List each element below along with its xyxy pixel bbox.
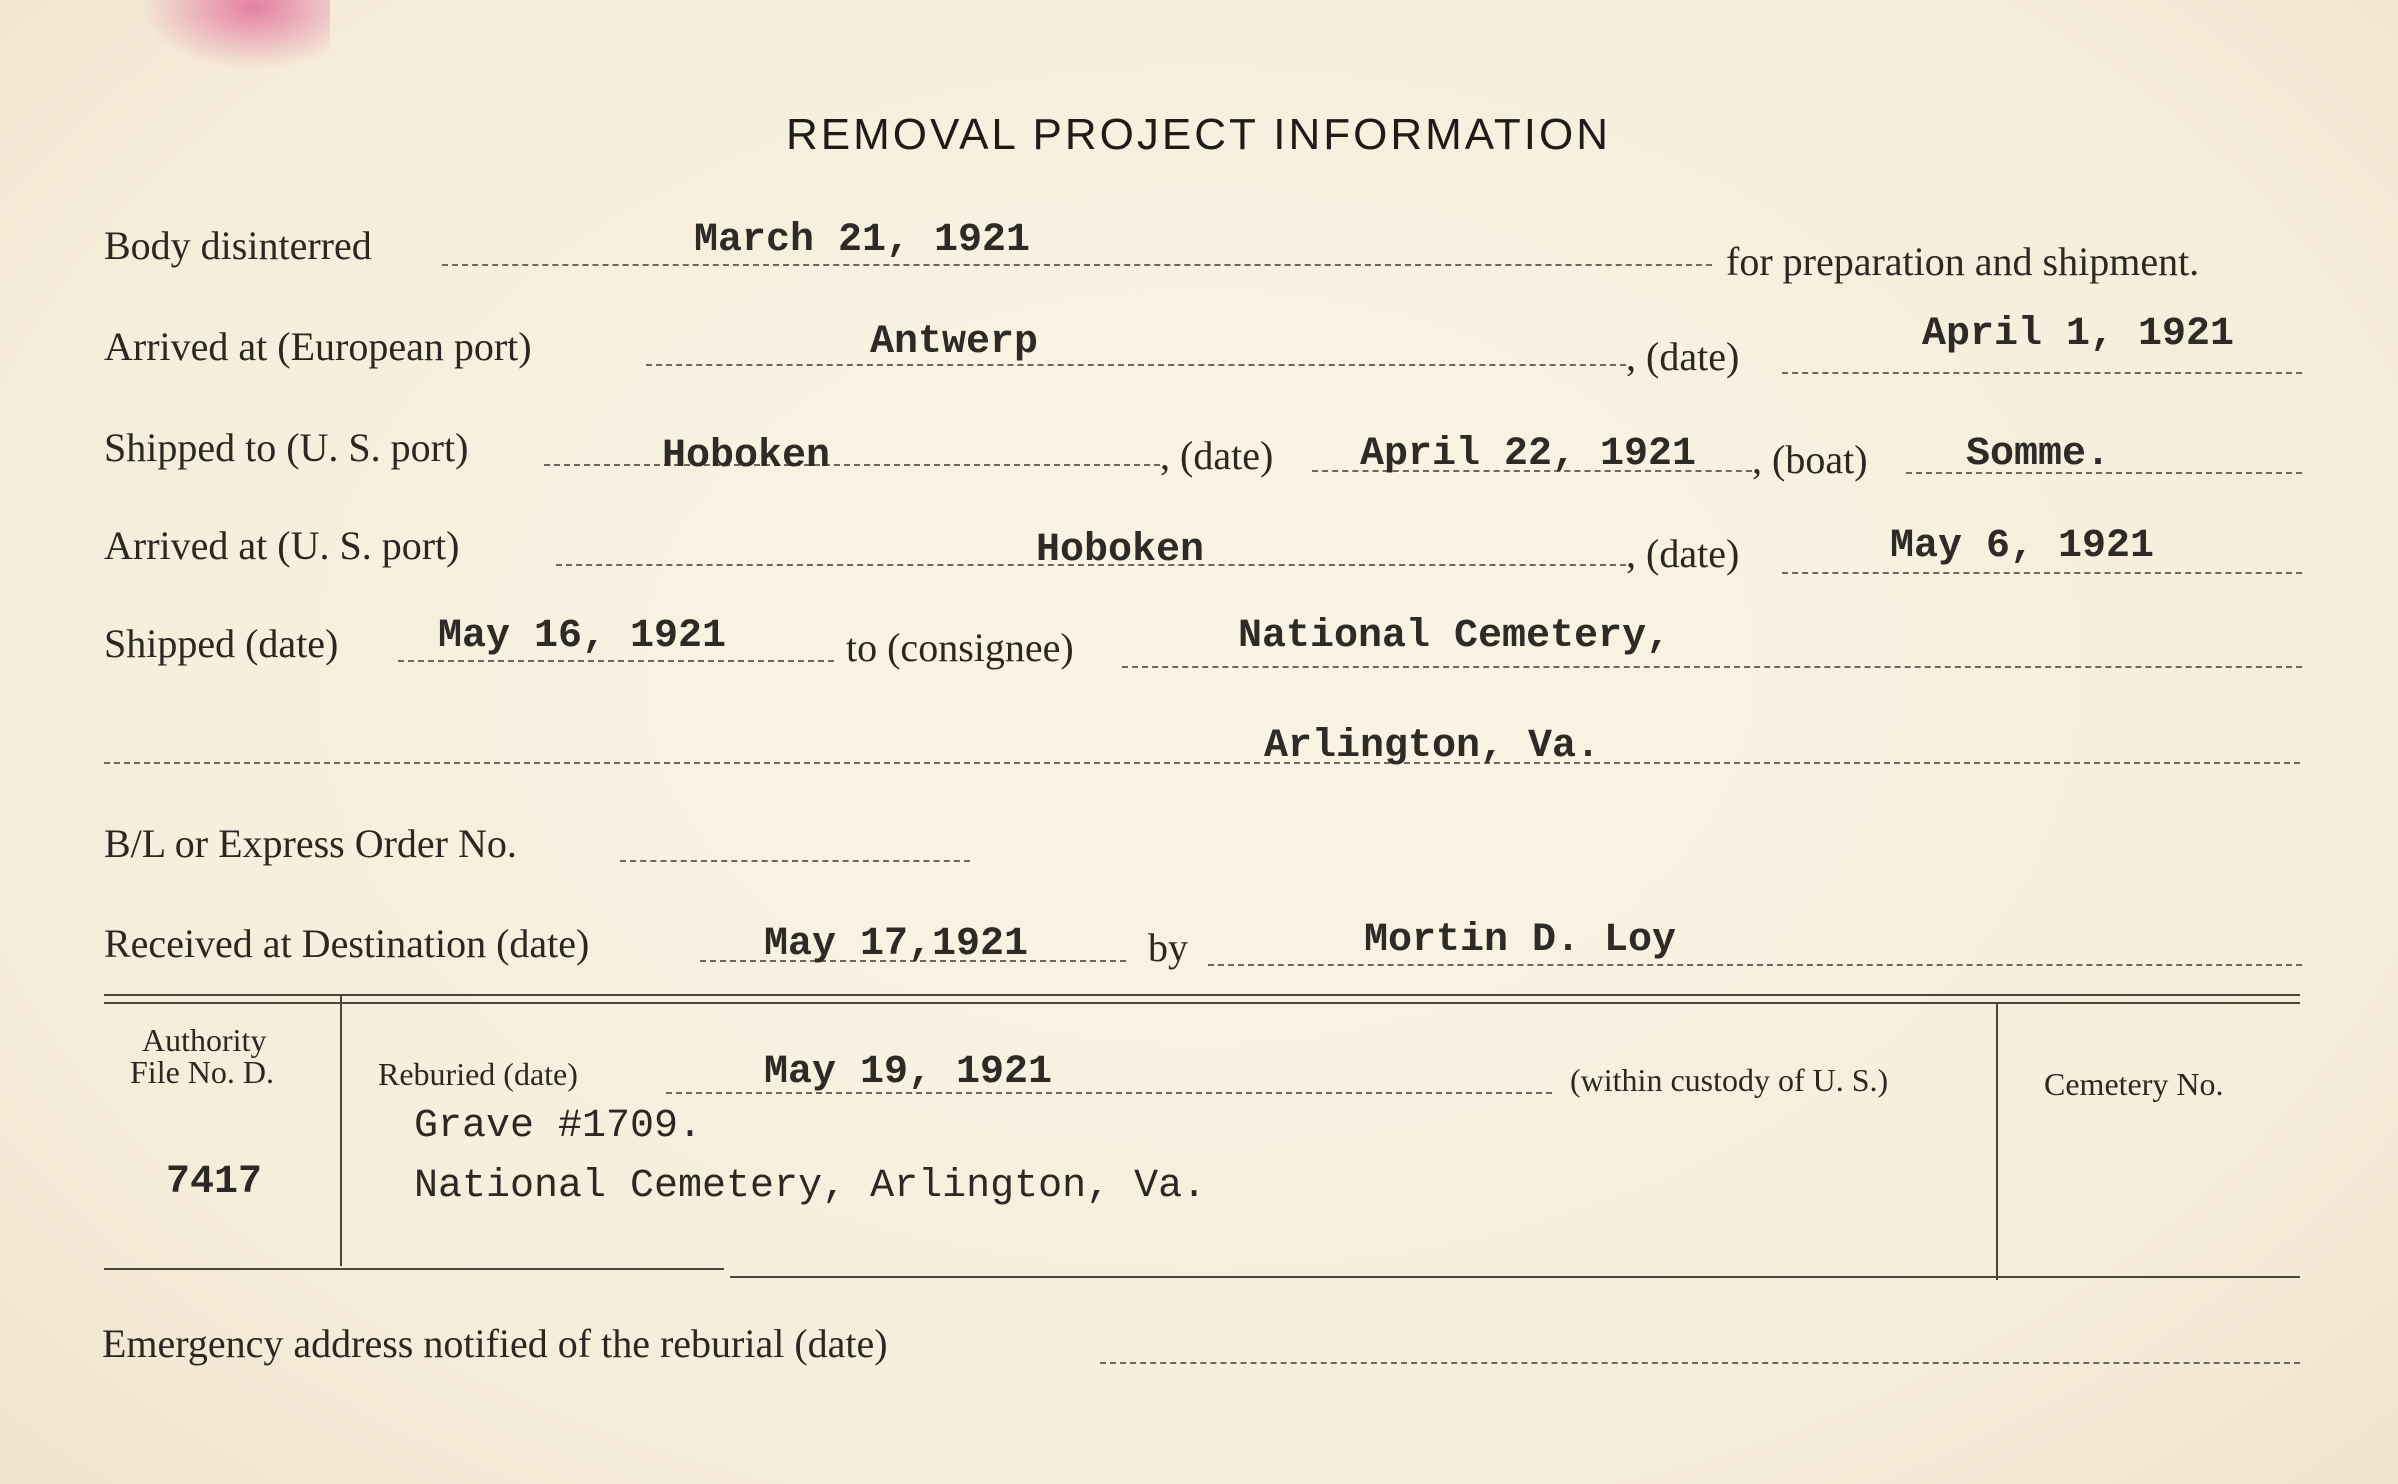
arrived-europe-line <box>646 364 1626 366</box>
consignee-continuation-line <box>104 762 2300 764</box>
shipped-us-label: Shipped to (U. S. port) <box>104 425 469 470</box>
shipped-us-date: April 22, 1921 <box>1360 432 1697 477</box>
arrived-us-date: May 6, 1921 <box>1890 524 2155 569</box>
reburied-date: May 19, 1921 <box>764 1050 1053 1095</box>
arrived-europe-label: Arrived at (European port) <box>104 324 532 369</box>
received-by: Mortin D. Loy <box>1364 918 1677 963</box>
arrived-us-date-line <box>1782 572 2302 574</box>
shipped-us-boat: Somme. <box>1966 432 2111 477</box>
divider-top-2 <box>104 1002 2300 1004</box>
grave-number: Grave #1709. <box>414 1104 703 1149</box>
divider-vertical-right <box>1996 1004 1998 1280</box>
emergency-line <box>1100 1362 2300 1364</box>
arrived-us-date-label: , (date) <box>1626 531 1740 576</box>
disinterred-suffix: for preparation and shipment. <box>1726 239 2200 284</box>
emergency-label: Emergency address notified of the reburial (date) <box>102 1321 888 1366</box>
divider-bottom-left <box>104 1268 724 1270</box>
file-no-label: File No. D. <box>130 1054 274 1090</box>
shipped-date-label: Shipped (date) <box>104 621 339 666</box>
consignee-line1: National Cemetery, <box>1238 614 1671 659</box>
shipped-date: May 16, 1921 <box>438 614 727 659</box>
arrived-us-port: Hoboken <box>1036 528 1205 573</box>
cemetery-no-label: Cemetery No. <box>2044 1066 2224 1102</box>
disinterred-label: Body disinterred <box>104 223 372 268</box>
arrived-europe-date: April 1, 1921 <box>1922 312 2235 357</box>
file-no-value: 7417 <box>166 1160 263 1205</box>
arrived-europe-date-label: , (date) <box>1626 334 1740 379</box>
arrived-us-label: Arrived at (U. S. port) <box>104 523 460 568</box>
disinterred-line <box>442 264 1712 266</box>
shipped-us-line <box>544 464 1160 466</box>
authority-label: Authority <box>142 1022 267 1058</box>
arrived-europe-date-line <box>1782 372 2302 374</box>
custody-label: (within custody of U. S.) <box>1570 1062 1889 1098</box>
reburied-label: Reburied (date) <box>378 1056 578 1092</box>
shipped-us-date-label: , (date) <box>1160 433 1274 478</box>
bl-label: B/L or Express Order No. <box>104 821 517 866</box>
consignee-label: to (consignee) <box>846 625 1074 670</box>
page-title: REMOVAL PROJECT INFORMATION <box>786 110 1611 159</box>
shipped-date-line <box>398 660 834 662</box>
divider-bottom-right <box>730 1276 2300 1278</box>
shipped-us-port: Hoboken <box>662 434 831 479</box>
divider-top <box>104 994 2300 996</box>
disinterred-date: March 21, 1921 <box>694 218 1031 263</box>
shipped-us-boat-label: , (boat) <box>1752 437 1868 482</box>
ink-stain <box>140 0 330 70</box>
received-by-label: by <box>1148 925 1188 970</box>
consignee-line <box>1122 666 2302 668</box>
bl-line <box>620 860 970 862</box>
received-date: May 17,1921 <box>764 922 1029 967</box>
received-label: Received at Destination (date) <box>104 921 590 966</box>
arrived-europe-port: Antwerp <box>870 320 1039 365</box>
divider-vertical-left <box>340 996 342 1266</box>
consignee-line2: Arlington, Va. <box>1264 724 1601 769</box>
received-by-line <box>1208 964 2302 966</box>
reburial-location: National Cemetery, Arlington, Va. <box>414 1164 1207 1209</box>
